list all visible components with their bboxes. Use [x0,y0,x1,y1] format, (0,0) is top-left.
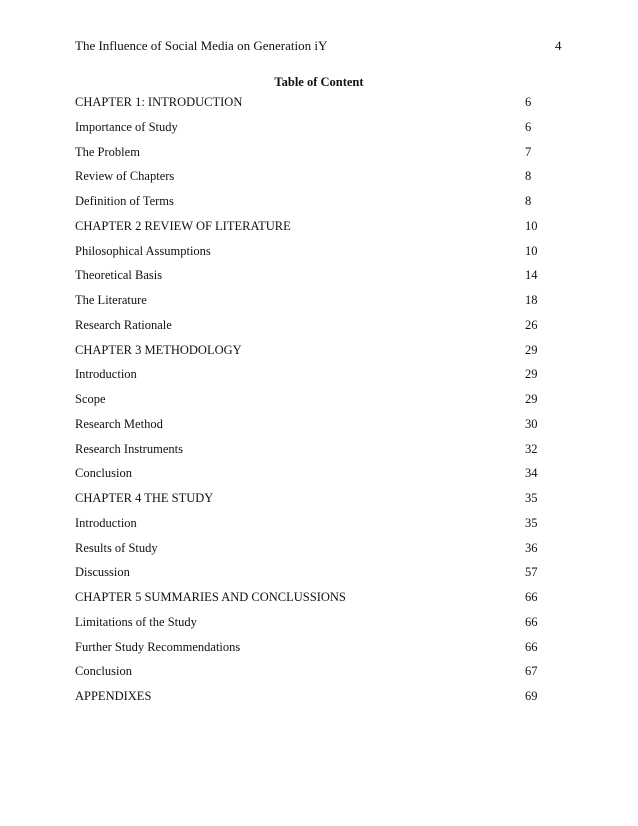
running-head: The Influence of Social Media on Generation iY [75,38,328,53]
toc-entry [75,540,545,565]
toc-entry [75,243,545,268]
toc-entry-page: 7 [525,144,532,159]
toc-entry [75,168,545,193]
toc-entry-page: 10 [525,218,538,233]
toc-entry-page: 67 [525,664,538,679]
toc-entry-page: 66 [525,590,538,604]
toc-entry-page: 26 [525,317,538,332]
toc-entry-page: 10 [525,243,538,258]
toc-entry [75,639,545,664]
toc-entry-label: Review of Chapters [75,169,175,184]
toc-entry-page: 66 [525,614,538,629]
toc-entry [75,391,545,416]
toc-entry [75,564,545,589]
toc-entry-page: 66 [525,639,538,654]
toc-entry-label: Research Rationale [75,317,172,332]
toc-entry-label: CHAPTER 5 SUMMARIES AND CONCLUSSIONS [75,590,346,604]
toc-entry [75,218,545,243]
toc-entry-label: CHAPTER 2 REVIEW OF LITERATURE [75,218,291,233]
toc-entry-label: Theoretical Basis [75,268,163,283]
toc-entry [75,267,545,292]
toc-entry-label: Results of Study [75,540,158,555]
toc-title: Table of Content [274,75,364,89]
toc-entry-label: Introduction [75,367,137,382]
toc-entry-label: Discussion [75,565,130,580]
toc-entry-page: 32 [525,441,538,456]
toc-list [75,94,545,713]
toc-entry [75,515,545,540]
toc-entry-label: Limitations of the Study [75,614,197,629]
toc-entry-label: Research Method [75,416,163,431]
toc-entry-label: Introduction [75,515,137,530]
toc-entry [75,193,545,218]
toc-entry [75,441,545,466]
toc-entry-page: 29 [525,367,538,382]
toc-entry-label: CHAPTER 1: INTRODUCTION [75,95,243,109]
toc-entry-page: 29 [525,392,538,406]
toc-entry [75,688,545,713]
toc-entry-page: 69 [525,689,538,703]
toc-entry-page: 14 [525,268,538,283]
toc-entry-label: The Problem [75,144,140,159]
toc-entry [75,342,545,367]
toc-entry-label: Further Study Recommendations [75,639,241,654]
toc-entry [75,589,545,614]
toc-entry-label: Conclusion [75,664,132,679]
toc-entry [75,119,545,144]
toc-entry-page: 8 [525,169,532,184]
toc-entry [75,292,545,317]
toc-entry [75,490,545,515]
toc-entry-label: Conclusion [75,466,132,481]
toc-entry-label: CHAPTER 4 THE STUDY [75,491,214,505]
toc-entry-page: 6 [525,95,532,109]
toc-entry [75,317,545,342]
toc-entry-page: 6 [525,119,532,134]
toc-entry [75,663,545,688]
toc-entry-label: Importance of Study [75,119,178,134]
toc-entry-page: 34 [525,466,538,481]
toc-entry-page: 35 [525,491,538,505]
toc-entry-label: Research Instruments [75,441,183,456]
toc-entry-page: 29 [525,342,538,357]
toc-entry-page: 18 [525,293,538,307]
toc-entry [75,465,545,490]
toc-entry-page: 8 [525,194,532,208]
toc-entry-label: Philosophical Assumptions [75,243,211,258]
toc-entry-label: Scope [75,392,106,406]
page-number: 4 [555,38,562,53]
toc-entry-page: 35 [525,515,538,530]
toc-entry-label: The Literature [75,293,147,307]
toc-entry [75,94,545,119]
toc-entry-label: Definition of Terms [75,194,174,208]
toc-entry-page: 36 [525,540,538,555]
toc-entry [75,366,545,391]
toc-entry [75,144,545,169]
toc-entry-label: APPENDIXES [75,689,152,703]
toc-entry-page: 57 [525,565,538,580]
toc-entry-label: CHAPTER 3 METHODOLOGY [75,342,242,357]
toc-entry [75,416,545,441]
toc-entry [75,614,545,639]
toc-entry-page: 30 [525,416,538,431]
